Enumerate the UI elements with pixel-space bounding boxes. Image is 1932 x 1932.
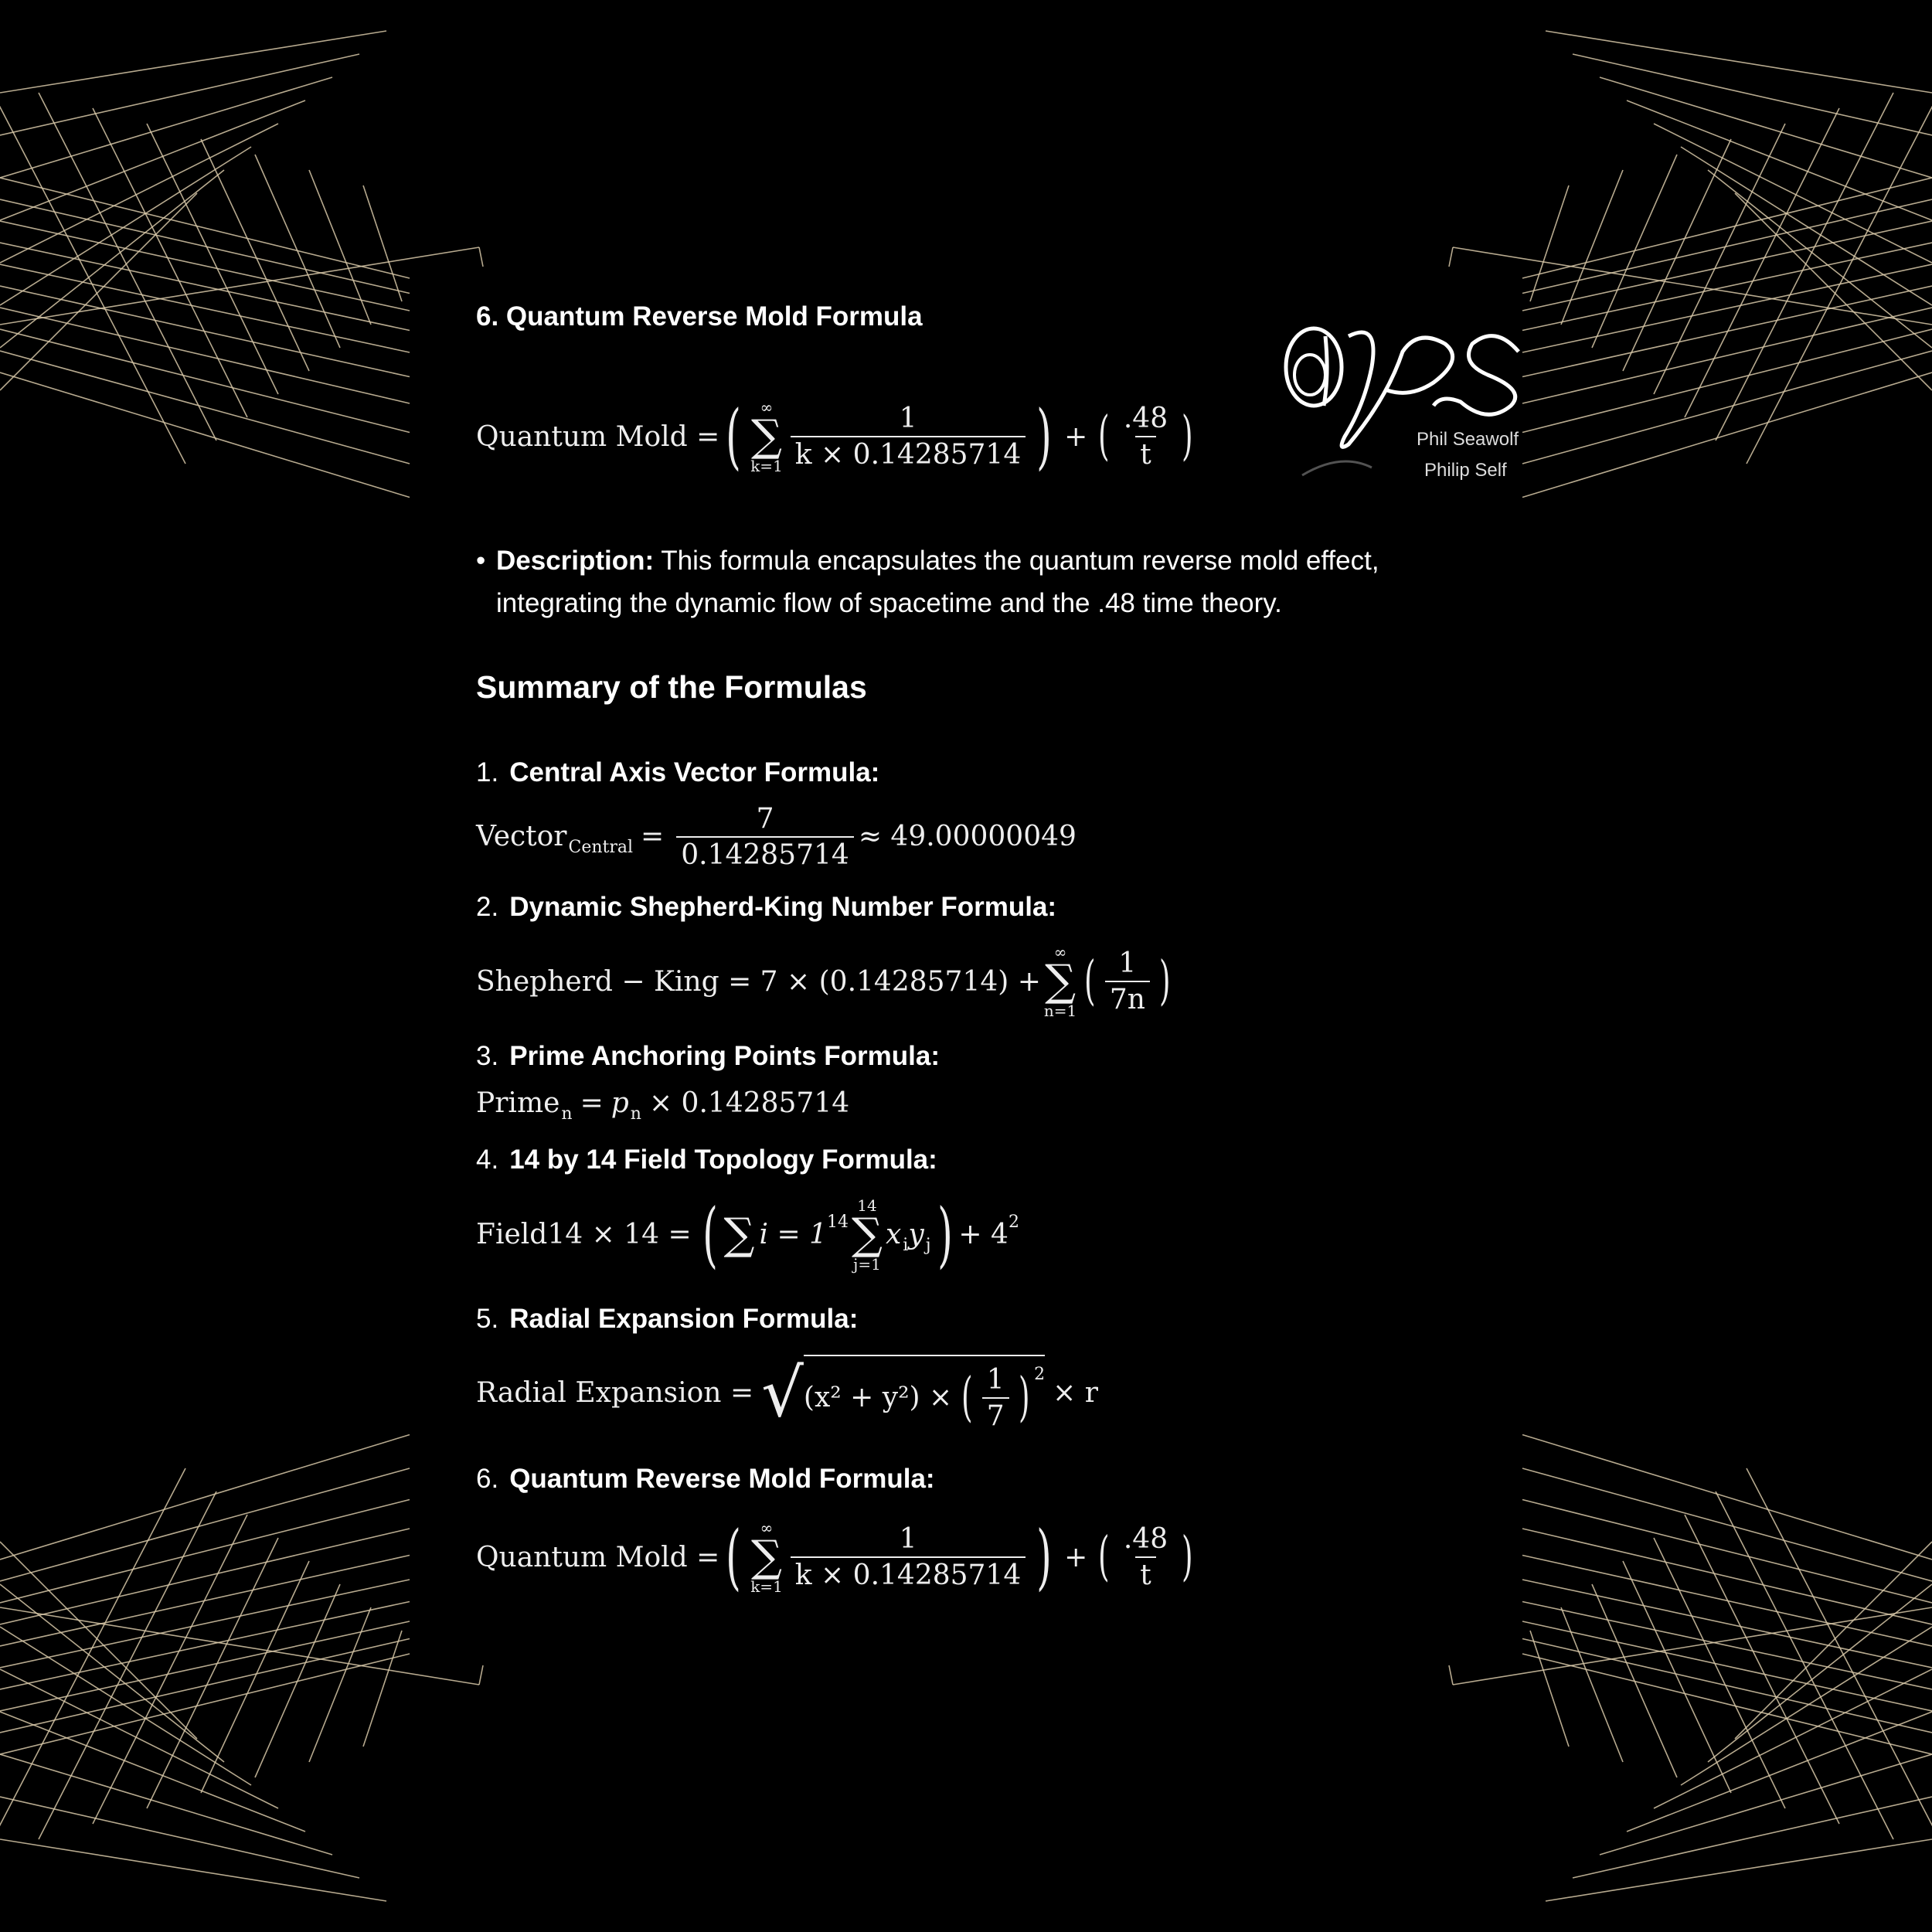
summary-item-3: 3. Prime Anchoring Points Formula: xyxy=(476,1041,940,1071)
description-label: Description: xyxy=(496,546,655,576)
fraction: $\frac{7}{0.14285714}$ xyxy=(676,803,854,871)
bullet: • xyxy=(476,546,486,576)
logo-name-line2: Philip Self xyxy=(1424,460,1507,481)
description-block xyxy=(476,539,1481,624)
formula-radial-expansion: Radial Expansion = √ (x² + y²) × ( $\frac{1}{7}$ ) 2 × r xyxy=(476,1354,1098,1432)
left-paren: ( xyxy=(726,395,742,478)
right-paren: ) xyxy=(1036,395,1053,478)
dps-logo xyxy=(1279,321,1542,506)
description-line2: integrating the dynamic flow of spacetime and the .48 time theory. xyxy=(496,588,1282,618)
summation-symbol: 14 ∑ j=1 xyxy=(852,1196,883,1274)
description-line1: This formula encapsulates the quantum reverse mold effect, xyxy=(661,546,1379,576)
formula-central-axis-vector: Vector Central = $\frac{7}{0.14285714}$ ≈ 49.00000049 xyxy=(476,802,1077,871)
summary-item-2: 2. Dynamic Shepherd-King Number Formula: xyxy=(476,892,1057,922)
fraction: $\frac{1}{7n}$ xyxy=(1105,947,1150,1015)
formula-field-topology: Field14 × 14 = ( ∑ i = 1 14 14 ∑ j=1 x i y j ) + 4 2 xyxy=(476,1192,1019,1276)
formula-shepherd-king: Shepherd − King = 7 × (0.14285714) + ∞ ∑ n=1 ( $\frac{1}{7n}$ ) xyxy=(476,943,1171,1020)
summary-item-5: 5. Radial Expansion Formula: xyxy=(476,1304,859,1334)
summary-heading: Summary of the Formulas xyxy=(476,669,867,705)
summation-symbol: ∞ ∑ n=1 xyxy=(1043,943,1077,1020)
formula-prime-anchoring: Prime n = p n × 0.14285714 xyxy=(476,1087,850,1124)
summary-item-1: 1. Central Axis Vector Formula: xyxy=(476,757,880,787)
formula-lhs: Quantum Mold = xyxy=(476,420,720,453)
formula-quantum-mold-top: Quantum Mold = ( ∞ ∑ k=1 $\frac{1}{k \times 0.14285714}$ ) + ( $\frac{.48}{t}$ ) xyxy=(476,395,1193,478)
formula-quantum-mold-bottom: Quantum Mold = ( ∞ ∑ k=1 $\frac{1}{k \times 0.14285714}$ ) + ( $\frac{.48}{t}$ ) xyxy=(476,1515,1193,1598)
fraction-48-over-t: $\frac{.48}{t}$ xyxy=(1123,403,1168,471)
summation-symbol: ∞ ∑ k=1 xyxy=(750,398,783,475)
summary-item-4: 4. 14 by 14 Field Topology Formula: xyxy=(476,1145,937,1175)
fraction: $\frac{1}{k \times 0.14285714}$ xyxy=(791,403,1026,471)
section-heading: 6. Quantum Reverse Mold Formula xyxy=(476,301,923,332)
logo-name-line1: Phil Seawolf xyxy=(1417,429,1519,450)
summation-symbol: ∞ ∑ k=1 xyxy=(750,1519,783,1596)
sqrt-symbol: √ xyxy=(761,1354,804,1432)
summary-item-6: 6. Quantum Reverse Mold Formula: xyxy=(476,1464,935,1494)
fraction-48-over-t: $\frac{.48}{t}$ xyxy=(1123,1523,1168,1591)
fraction: $\frac{1}{k \times 0.14285714}$ xyxy=(791,1523,1026,1591)
fraction: $\frac{1}{7}$ xyxy=(982,1364,1009,1432)
